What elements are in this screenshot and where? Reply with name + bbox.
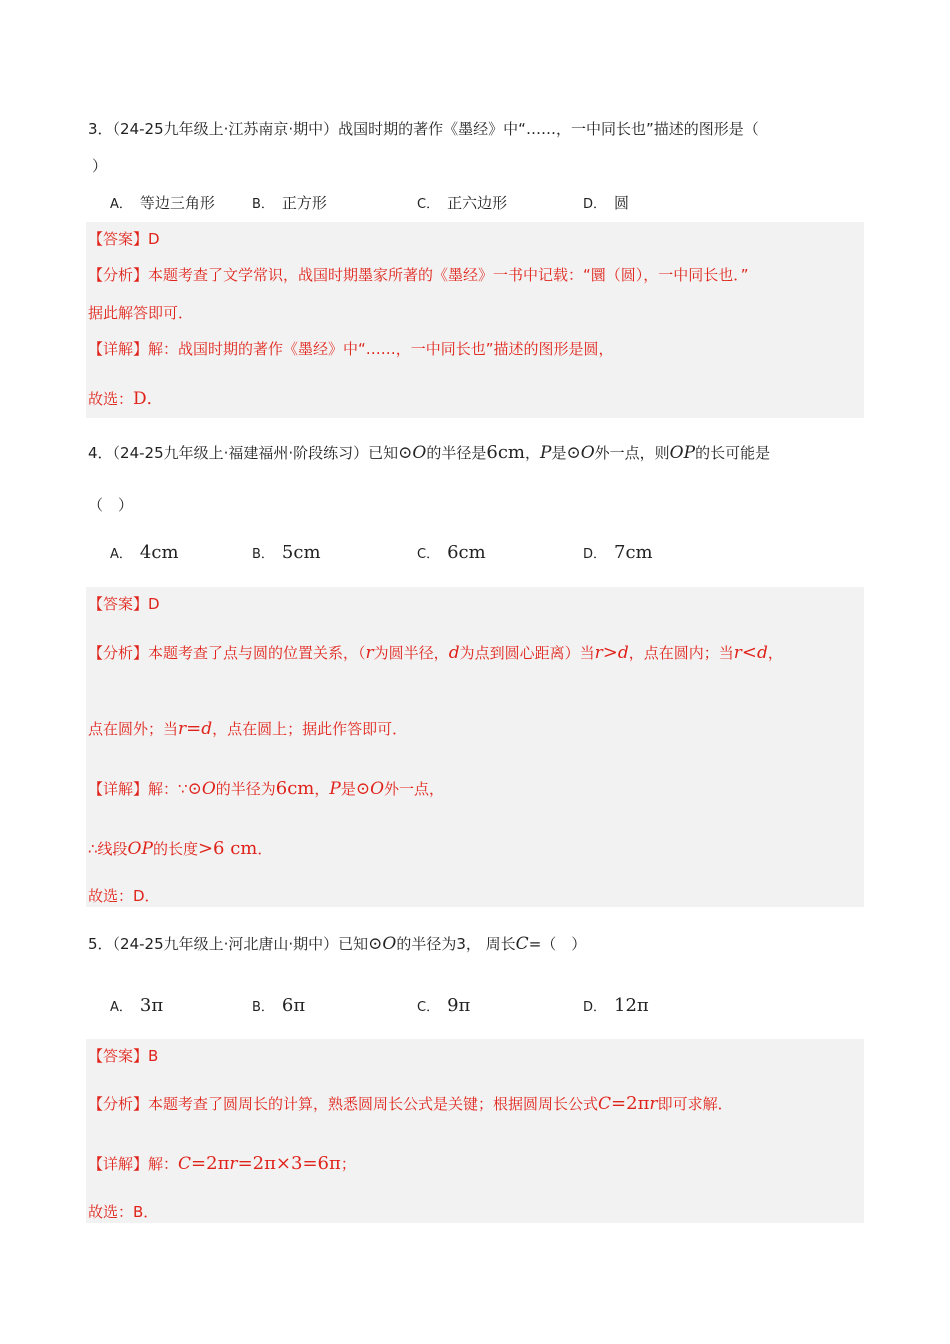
q4-conclusion: 故选：D． bbox=[88, 887, 160, 905]
q4-option-b[interactable]: B． 5cm bbox=[252, 542, 321, 563]
q3-option-a[interactable]: A． 等边三角形 bbox=[110, 194, 215, 212]
q4-analysis-line1: 【分析】本题考查了点与圆的位置关系，（r为圆半径，d为点到圆心距离）当r>d，点在圆内；当r<d， bbox=[88, 642, 783, 663]
q5-conclusion: 故选：B． bbox=[88, 1203, 159, 1221]
q3-option-c[interactable]: C． 正六边形 bbox=[417, 194, 508, 212]
q4-detail-line2: ∴线段OP的长度>6 cm． bbox=[88, 838, 273, 859]
q5-option-c[interactable]: C． 9π bbox=[417, 995, 471, 1016]
q5-analysis: 【分析】本题考查了圆周长的计算，熟悉圆周长公式是关键；根据圆周长公式C=2πr即可求解． bbox=[88, 1093, 733, 1114]
q4-option-d[interactable]: D． 7cm bbox=[583, 542, 653, 563]
q4-stem-line1: 4．（24-25九年级上·福建福州·阶段练习）已知⊙O的半径是6cm，P是⊙O外一点，则OP的长可能是 bbox=[88, 442, 771, 463]
q3-answer: 【答案】D bbox=[88, 230, 160, 248]
q3-analysis-line2: 据此解答即可． bbox=[88, 304, 194, 322]
q3-solution-box bbox=[86, 222, 864, 418]
q5-stem: 5．（24-25九年级上·河北唐山·期中）已知⊙O的半径为3， 周长C=（ ） bbox=[88, 934, 587, 954]
q3-detail-line1: 【详解】解：战国时期的著作《墨经》中“……，一中同长也”描述的图形是圆， bbox=[88, 340, 614, 358]
q5-answer: 【答案】B bbox=[88, 1047, 159, 1065]
q4-detail-line1: 【详解】解：∵⊙O的半径为6cm，P是⊙O外一点， bbox=[88, 778, 445, 799]
q3-conclusion: 故选：D． bbox=[88, 389, 164, 409]
q3-option-d[interactable]: D． 圆 bbox=[583, 194, 630, 212]
q4-option-c[interactable]: C． 6cm bbox=[417, 542, 486, 563]
q5-solution-box bbox=[86, 1039, 864, 1223]
q5-option-a[interactable]: A． 3π bbox=[110, 995, 164, 1016]
q4-stem-line2: （ ） bbox=[88, 496, 134, 514]
q4-answer: 【答案】D bbox=[88, 595, 160, 613]
q5-option-b[interactable]: B． 6π bbox=[252, 995, 306, 1016]
q4-solution-box bbox=[86, 587, 864, 907]
q3-stem-line2: ） bbox=[92, 157, 108, 175]
q5-option-d[interactable]: D． 12π bbox=[583, 995, 649, 1016]
circle-symbol: ⊙ bbox=[398, 443, 413, 463]
q3-analysis-line1: 【分析】本题考查了文学常识，战国时期墨家所著的《墨经》一书中记载：“圜（圆），一中同长也．” bbox=[88, 266, 749, 284]
q3-stem-line1: 3．（24-25九年级上·江苏南京·期中）战国时期的著作《墨经》中“……，一中同长也”描述的图形是（ bbox=[88, 120, 759, 138]
q4-option-a[interactable]: A． 4cm bbox=[110, 542, 179, 563]
q5-detail: 【详解】解：C=2πr=2π×3=6π； bbox=[88, 1153, 356, 1174]
q4-analysis-line2: 点在圆外；当r=d，点在圆上；据此作答即可． bbox=[88, 718, 408, 739]
q3-option-b[interactable]: B． 正方形 bbox=[252, 194, 327, 212]
